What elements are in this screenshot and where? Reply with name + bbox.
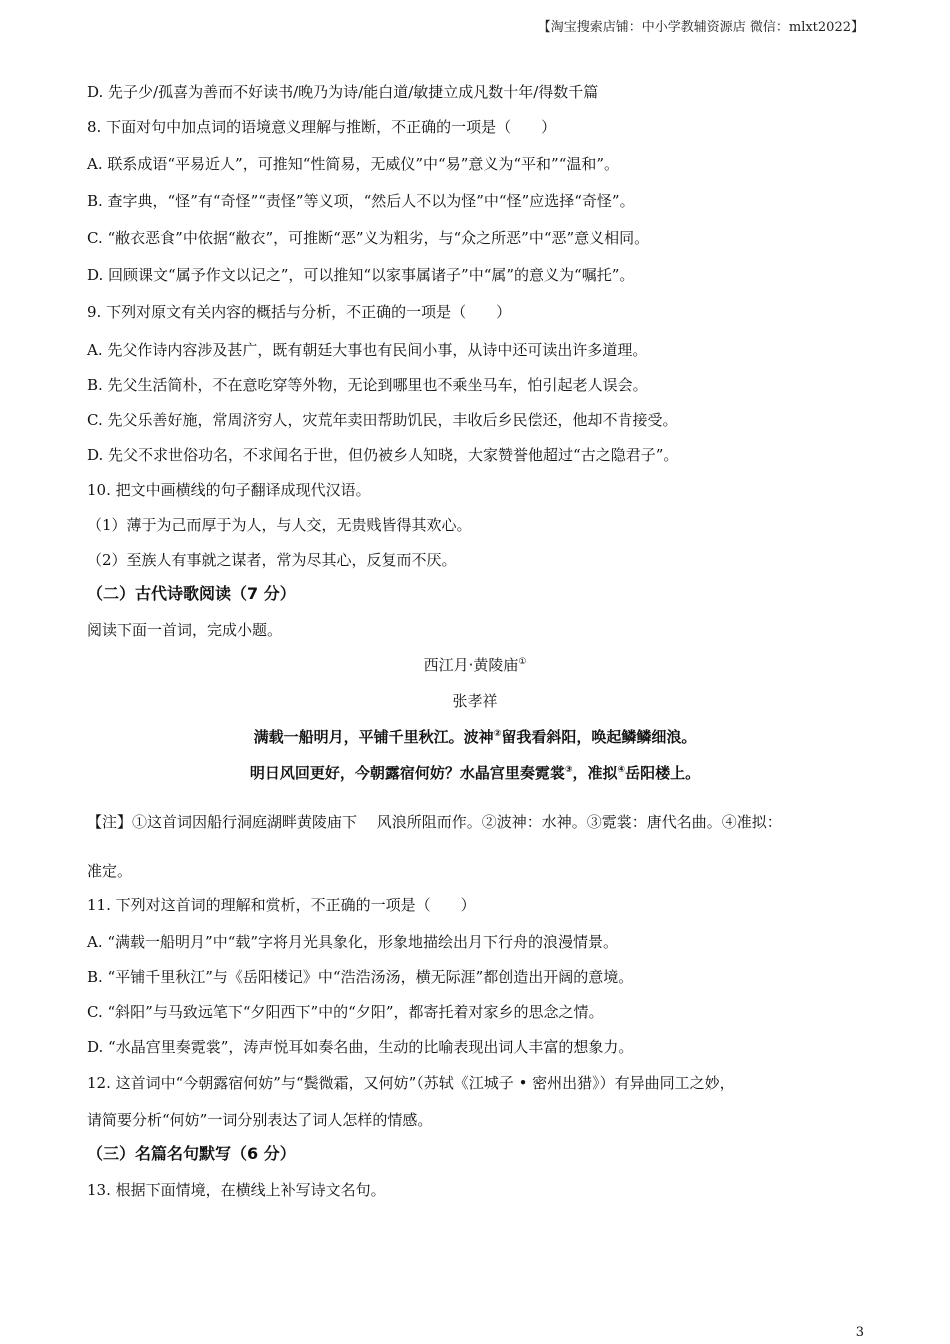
q11-option-c: C. “斜阳”与马致远笔下“夕阳西下”中的“夕阳”，都寄托着对家乡的思念之情。: [87, 1003, 604, 1021]
poem-title: [0, 654, 950, 676]
poem-author: 张孝祥: [452, 692, 498, 710]
q8-option-c: C. “敝衣恶食”中依据“敝衣”，可推断“恶”义为粗劣，与“众之所恶”中“恶”意义相同。: [87, 229, 650, 247]
q8-option-d: D. 回顾课文“属予作文以记之”，可以推知“以家事属诸子”中“属”的意义为“嘱托”。: [87, 266, 635, 284]
poem-title-note-mark: ①: [518, 657, 527, 667]
q10-sentence-1: （1）薄于为己而厚于为人，与人交，无贵贱皆得其欢心。: [87, 516, 472, 534]
poem-note-2-mark: ②: [493, 729, 502, 739]
poem-title-text: 西江月·黄陵庙: [423, 656, 519, 674]
poem-line-1-a: 满载一船明月，平铺千里秋江。波神: [253, 728, 494, 746]
q9-option-a: A. 先父作诗内容涉及甚广，既有朝廷大事也有民间小事，从诗中还可读出许多道理。: [87, 341, 648, 359]
q9-option-d: D. 先父不求世俗功名，不求闻名于世，但仍被乡人知晓，大家赞誉他超过“古之隐君子”。: [87, 446, 679, 464]
poem-line-1: [0, 726, 950, 748]
section-3-heading: （三）名篇名句默写（6 分）: [87, 1144, 296, 1163]
q8-stem: 8. 下面对句中加点词的语境意义理解与推断，不正确的一项是（ ）: [87, 118, 557, 136]
q11-option-b: B. “平铺千里秋江”与《岳阳楼记》中“浩浩汤汤，横无际涯”都创造出开阔的意境。: [87, 968, 634, 986]
poem-note-4-mark: ④: [617, 765, 626, 775]
q11-stem: 11. 下列对这首词的理解和赏析，不正确的一项是（ ）: [87, 896, 476, 914]
q9-stem: 9. 下列对原文有关内容的概括与分析，不正确的一项是（ ）: [87, 303, 512, 321]
page-number: 3: [855, 1325, 864, 1340]
q10-stem: 10. 把文中画横线的句子翻译成现代汉语。: [87, 481, 371, 499]
poem-notes-line-1: 【注】①这首词因船行洞庭湖畔黄陵庙下 风浪所阻而作。②波神：水神。③霓裳：唐代名曲。④准拟：: [87, 813, 782, 831]
poem-intro: 阅读下面一首词，完成小题。: [87, 621, 283, 639]
q11-option-a: A. “满载一船明月”中“载”字将月光具象化，形象地描绘出月下行舟的浪漫情景。: [87, 933, 619, 951]
q11-option-d: D. “水晶宫里奏霓裳”，涛声悦耳如奏名曲，生动的比喻表现出词人丰富的想象力。: [87, 1038, 634, 1056]
q8-option-b: B. 查字典，“怪”有“奇怪”“责怪”等义项，“然后人不以为怪”中“怪”应选择“奇怪”。: [87, 192, 635, 210]
q10-sentence-2: （2）至族人有事就之谋者，常为尽其心，反复而不厌。: [87, 551, 457, 569]
q9-option-b: B. 先父生活简朴，不在意吃穿等外物，无论到哪里也不乘坐马车，怕引起老人误会。: [87, 376, 648, 394]
poem-note-3-mark: ③: [564, 765, 573, 775]
poem-line-2: [0, 762, 950, 784]
q8-option-a: A. 联系成语“平易近人”，可推知“性简易，无威仪”中“易”意义为“平和”“温和”。: [87, 155, 620, 173]
q12-line-1: 12. 这首词中“今朝露宿何妨”与“鬓微霜，又何妨”（苏轼《江城子 • 密州出猎》）有异曲同工之妙，: [87, 1074, 735, 1092]
poem-line-2-b: ，准拟: [572, 764, 618, 782]
poem-line-2-c: 岳阳楼上。: [625, 764, 701, 782]
poem-line-2-a: 明日风回更好，今朝露宿何妨？水晶宫里奏霓裳: [249, 764, 565, 782]
q13-stem: 13. 根据下面情境，在横线上补写诗文名句。: [87, 1181, 386, 1199]
q9-option-c: C. 先父乐善好施，常周济穷人，灾荒年卖田帮助饥民，丰收后乡民偿还，他却不肯接受。: [87, 411, 678, 429]
q12-line-2: 请简要分析“何妨”一词分别表达了词人怎样的情感。: [87, 1111, 433, 1129]
page-header: 【淘宝搜索店铺：中小学教辅资源店 微信：mlxt2022】: [537, 20, 864, 35]
poem-notes-line-2: 准定。: [87, 862, 133, 880]
poem-line-1-b: 留我看斜阳，唤起鳞鳞细浪。: [501, 728, 697, 746]
section-2-heading: （二）古代诗歌阅读（7 分）: [87, 584, 296, 603]
q7-option-d: D. 先子少/孤喜为善而不好读书/晚乃为诗/能白道/敏捷立成凡数十年/得数千篇: [87, 83, 599, 101]
